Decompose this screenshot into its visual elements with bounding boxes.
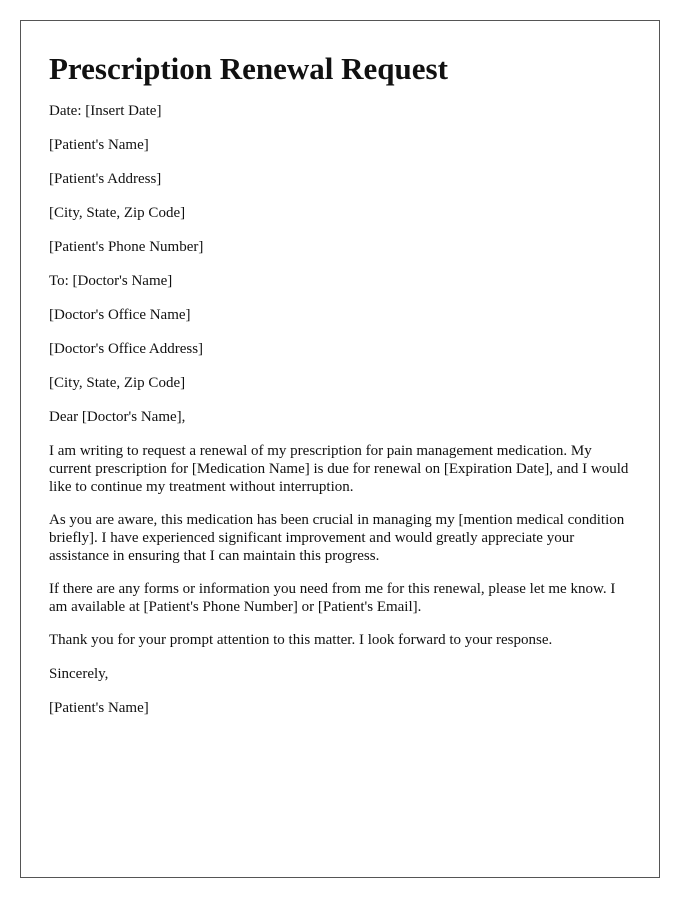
patient-phone: [Patient's Phone Number]	[49, 239, 204, 255]
letter-content	[49, 51, 635, 733]
letter-page	[20, 20, 660, 878]
closing: Sincerely,	[49, 666, 109, 682]
body-paragraph: I am writing to request a renewal of my prescription for pain management medication. My current prescription for [Medication Name] is due for renewal on [Expiration Date], and I would like to continue my treatment without interruption.	[49, 443, 629, 495]
signature-name: [Patient's Name]	[49, 700, 149, 716]
date-line: Date: [Insert Date]	[49, 103, 162, 119]
body-paragraph: Thank you for your prompt attention to this matter. I look forward to your response.	[49, 632, 553, 648]
doctor-city-state-zip: [City, State, Zip Code]	[49, 375, 186, 391]
body-paragraph: If there are any forms or information you need from me for this renewal, please let me know. I am available at [Patient's Phone Number] or [Patient's Email].	[49, 581, 616, 615]
salutation: Dear [Doctor's Name],	[49, 409, 186, 425]
recipient-to-line: To: [Doctor's Name]	[49, 273, 173, 289]
patient-city-state-zip: [City, State, Zip Code]	[49, 205, 186, 221]
doctor-office-address: [Doctor's Office Address]	[49, 341, 204, 357]
patient-name: [Patient's Name]	[49, 137, 149, 153]
doctor-office-name: [Doctor's Office Name]	[49, 307, 191, 323]
body-paragraph: As you are aware, this medication has been crucial in managing my [mention medical condition briefly]. I have experienced significant improvement and would greatly appreciate your assistance in ensuring that I can maintain this progress.	[49, 512, 625, 564]
letter-title: Prescription Renewal Request	[49, 51, 448, 86]
patient-address: [Patient's Address]	[49, 171, 162, 187]
